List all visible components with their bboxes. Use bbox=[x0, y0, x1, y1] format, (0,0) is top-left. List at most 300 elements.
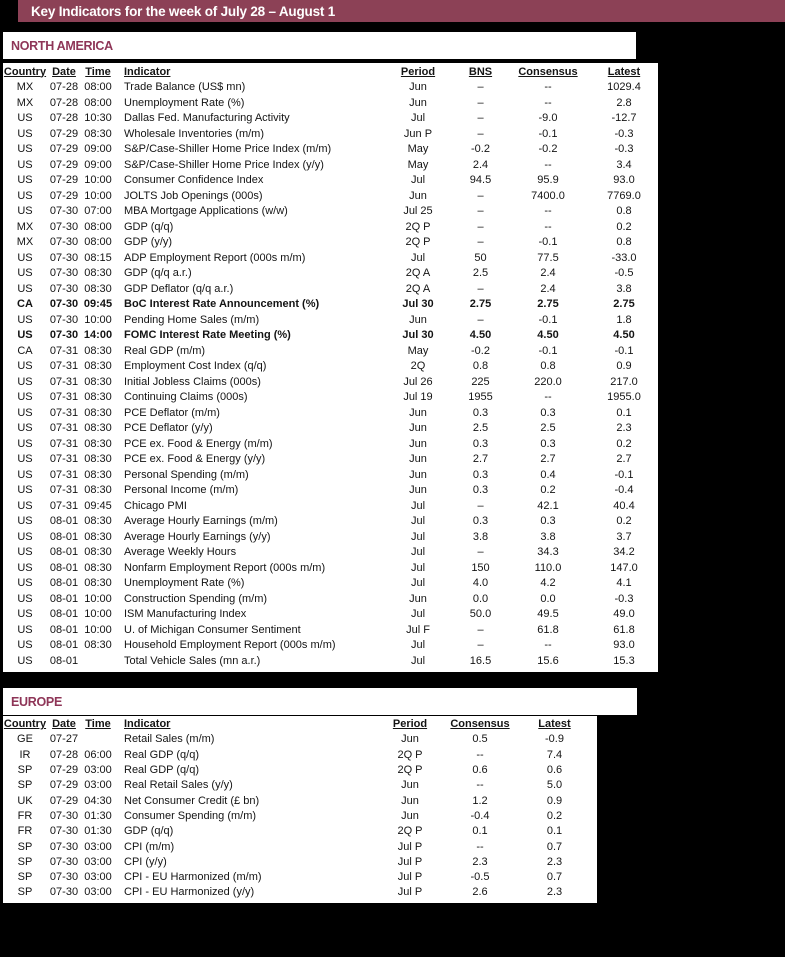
cell-latest: 0.2 bbox=[616, 516, 632, 528]
cell-latest: -0.5 bbox=[614, 268, 634, 280]
table-row bbox=[3, 344, 658, 360]
cell-date: 07-30 bbox=[49, 206, 79, 218]
cell-bns: 2.5 bbox=[472, 268, 489, 280]
report-title: Key Indicators for the week of July 28 – August 1 bbox=[31, 3, 336, 19]
table-row bbox=[3, 173, 658, 189]
cell-indicator: Real GDP (q/q) bbox=[124, 749, 199, 761]
cell-period: Jun bbox=[409, 485, 427, 497]
cell-consensus: -- bbox=[544, 82, 552, 94]
cell-time: 09:00 bbox=[84, 144, 112, 156]
cell-latest: 1029.4 bbox=[607, 82, 641, 94]
cell-bns: – bbox=[477, 82, 484, 94]
cell-consensus: 1.2 bbox=[472, 795, 488, 807]
table-row bbox=[3, 158, 658, 174]
cell-consensus: 0.5 bbox=[472, 734, 488, 746]
cell-time: 10:00 bbox=[84, 175, 112, 187]
cell-country: US bbox=[17, 252, 33, 264]
cell-country: US bbox=[17, 500, 33, 512]
cell-indicator: Initial Jobless Claims (000s) bbox=[124, 376, 261, 388]
cell-period: Jun bbox=[409, 82, 427, 94]
cell-bns: – bbox=[477, 640, 484, 652]
cell-time: 08:30 bbox=[84, 283, 112, 295]
table-row bbox=[3, 468, 658, 484]
cell-consensus: -0.1 bbox=[538, 314, 558, 326]
cell-time: 08:00 bbox=[84, 237, 112, 249]
cell-country: US bbox=[17, 547, 33, 559]
table-row bbox=[3, 576, 658, 592]
cell-date: 07-27 bbox=[49, 734, 79, 746]
table-row bbox=[3, 855, 597, 870]
table-row bbox=[3, 359, 658, 375]
cell-consensus: 2.75 bbox=[537, 299, 559, 311]
cell-period: Jun bbox=[409, 97, 427, 109]
cell-latest: 0.9 bbox=[546, 795, 563, 807]
table-row bbox=[3, 452, 658, 468]
cell-date: 07-31 bbox=[49, 361, 79, 373]
cell-date: 07-31 bbox=[49, 469, 79, 481]
table-row bbox=[3, 748, 597, 763]
cell-consensus: 7400.0 bbox=[531, 190, 565, 202]
cell-consensus: -- bbox=[476, 780, 484, 792]
cell-period: Jun bbox=[401, 810, 419, 822]
cell-latest: 2.3 bbox=[546, 856, 563, 868]
cell-period: Jul bbox=[410, 547, 426, 559]
cell-consensus: -0.1 bbox=[538, 128, 558, 140]
cell-time: 07:00 bbox=[84, 206, 112, 218]
cell-consensus: 2.7 bbox=[540, 454, 556, 466]
cell-latest: 93.0 bbox=[613, 640, 635, 652]
cell-date: 07-28 bbox=[49, 82, 79, 94]
cell-country: US bbox=[17, 113, 33, 125]
cell-consensus: 2.3 bbox=[472, 856, 488, 868]
cell-period: Jul P bbox=[397, 887, 423, 899]
cell-date: 08-01 bbox=[49, 562, 79, 574]
cell-country: MX bbox=[16, 97, 34, 109]
cell-bns: 4.50 bbox=[469, 330, 492, 342]
table-row bbox=[3, 421, 658, 437]
cell-indicator: Employment Cost Index (q/q) bbox=[124, 361, 267, 373]
cell-date: 07-31 bbox=[49, 392, 79, 404]
cell-indicator: Personal Income (m/m) bbox=[124, 485, 239, 497]
table-row bbox=[3, 870, 597, 885]
cell-date: 07-30 bbox=[49, 314, 79, 326]
cell-period: Jun bbox=[401, 734, 419, 746]
cell-latest: -33.0 bbox=[611, 252, 637, 264]
cell-period: Jul bbox=[410, 252, 426, 264]
cell-consensus: -0.1 bbox=[538, 237, 558, 249]
table-row bbox=[3, 96, 658, 112]
cell-date: 07-31 bbox=[49, 454, 79, 466]
table-row bbox=[3, 282, 658, 298]
table-row bbox=[3, 839, 597, 854]
cell-country: US bbox=[17, 562, 33, 574]
cell-time: 08:00 bbox=[84, 221, 112, 233]
cell-country: CA bbox=[17, 345, 33, 357]
cell-indicator: Unemployment Rate (%) bbox=[124, 97, 245, 109]
cell-indicator: Pending Home Sales (m/m) bbox=[124, 314, 260, 326]
column-header-latest: Latest bbox=[607, 66, 641, 78]
cell-time: 08:30 bbox=[84, 562, 112, 574]
cell-date: 07-29 bbox=[49, 190, 79, 202]
cell-latest: -0.3 bbox=[614, 128, 634, 140]
cell-country: US bbox=[17, 609, 33, 621]
cell-period: Jul 30 bbox=[402, 330, 434, 342]
cell-bns: 2.5 bbox=[472, 423, 489, 435]
cell-indicator: CPI - EU Harmonized (y/y) bbox=[124, 887, 255, 899]
cell-date: 07-31 bbox=[49, 438, 79, 450]
cell-consensus: 0.3 bbox=[540, 516, 556, 528]
cell-indicator: GDP (q/q) bbox=[124, 826, 174, 838]
cell-time: 03:00 bbox=[84, 872, 112, 884]
cell-period: Jul 26 bbox=[403, 376, 433, 388]
cell-period: 2Q P bbox=[405, 237, 431, 249]
cell-country: FR bbox=[17, 826, 33, 838]
cell-consensus: 2.5 bbox=[540, 423, 556, 435]
cell-date: 07-29 bbox=[49, 765, 79, 777]
cell-period: Jul bbox=[410, 578, 426, 590]
cell-time: 09:00 bbox=[84, 159, 112, 171]
cell-date: 07-29 bbox=[49, 795, 79, 807]
cell-consensus: 77.5 bbox=[537, 252, 559, 264]
cell-bns: – bbox=[477, 314, 484, 326]
table-row bbox=[3, 220, 658, 236]
table-row bbox=[3, 638, 658, 654]
cell-bns: 0.3 bbox=[472, 438, 489, 450]
cell-date: 07-30 bbox=[49, 826, 79, 838]
cell-time: 10:00 bbox=[84, 190, 112, 202]
section-header-europe bbox=[3, 688, 637, 715]
cell-period: 2Q P bbox=[397, 765, 423, 777]
cell-latest: -0.1 bbox=[614, 469, 634, 481]
cell-date: 07-30 bbox=[49, 872, 79, 884]
cell-bns: 2.4 bbox=[472, 159, 489, 171]
cell-time: 08:30 bbox=[84, 454, 112, 466]
cell-bns: 0.3 bbox=[472, 485, 489, 497]
cell-indicator: ISM Manufacturing Index bbox=[124, 609, 247, 621]
cell-indicator: Net Consumer Credit (£ bn) bbox=[124, 795, 260, 807]
cell-country: SP bbox=[17, 872, 33, 884]
cell-bns: – bbox=[477, 624, 484, 636]
cell-consensus: 0.1 bbox=[472, 826, 488, 838]
cell-time: 08:00 bbox=[84, 97, 112, 109]
cell-time: 03:00 bbox=[84, 887, 112, 899]
cell-indicator: Real Retail Sales (y/y) bbox=[124, 780, 233, 792]
cell-indicator: CPI - EU Harmonized (m/m) bbox=[124, 872, 262, 884]
cell-indicator: PCE ex. Food & Energy (y/y) bbox=[124, 454, 266, 466]
cell-country: SP bbox=[17, 765, 33, 777]
cell-bns: – bbox=[477, 237, 484, 249]
cell-consensus: -- bbox=[544, 206, 552, 218]
cell-time: 08:30 bbox=[84, 392, 112, 404]
cell-date: 07-29 bbox=[49, 128, 79, 140]
cell-date: 07-31 bbox=[49, 485, 79, 497]
cell-consensus: 0.3 bbox=[540, 438, 556, 450]
cell-latest: 2.8 bbox=[616, 97, 632, 109]
cell-date: 08-01 bbox=[49, 531, 79, 543]
cell-date: 07-28 bbox=[49, 749, 79, 761]
table-row bbox=[3, 235, 658, 251]
cell-period: Jul bbox=[410, 113, 426, 125]
cell-time: 08:30 bbox=[84, 469, 112, 481]
cell-period: Jun bbox=[409, 190, 427, 202]
table-row bbox=[3, 809, 597, 824]
cell-time: 08:30 bbox=[84, 438, 112, 450]
cell-date: 07-31 bbox=[49, 376, 79, 388]
table-row bbox=[3, 514, 658, 530]
cell-consensus: -- bbox=[544, 159, 552, 171]
cell-period: Jul bbox=[410, 562, 426, 574]
table-row bbox=[3, 607, 658, 623]
table-row bbox=[3, 483, 658, 499]
cell-time: 08:30 bbox=[84, 485, 112, 497]
cell-bns: 50 bbox=[474, 252, 487, 264]
cell-date: 08-01 bbox=[49, 516, 79, 528]
cell-period: Jul 25 bbox=[403, 206, 433, 218]
cell-latest: 0.9 bbox=[616, 361, 632, 373]
cell-country: US bbox=[17, 655, 33, 667]
cell-time: 03:00 bbox=[84, 765, 112, 777]
table-row bbox=[3, 654, 658, 670]
cell-consensus: 0.0 bbox=[540, 593, 556, 605]
cell-country: UK bbox=[17, 795, 33, 807]
cell-period: Jul P bbox=[397, 841, 423, 853]
cell-period: Jun bbox=[409, 407, 427, 419]
cell-consensus: -- bbox=[544, 97, 552, 109]
cell-country: US bbox=[17, 206, 33, 218]
cell-date: 08-01 bbox=[49, 655, 79, 667]
cell-time: 08:00 bbox=[84, 82, 112, 94]
cell-date: 07-28 bbox=[49, 113, 79, 125]
cell-indicator: CPI (y/y) bbox=[124, 856, 167, 868]
cell-latest: 0.2 bbox=[546, 810, 563, 822]
cell-bns: 4.0 bbox=[472, 578, 489, 590]
cell-indicator: JOLTS Job Openings (000s) bbox=[124, 190, 263, 202]
cell-time: 08:30 bbox=[84, 578, 112, 590]
table-row bbox=[3, 824, 597, 839]
cell-date: 07-31 bbox=[49, 407, 79, 419]
cell-indicator: PCE ex. Food & Energy (m/m) bbox=[124, 438, 273, 450]
cell-date: 07-30 bbox=[49, 330, 79, 342]
cell-period: Jul bbox=[410, 531, 426, 543]
cell-date: 08-01 bbox=[49, 547, 79, 559]
cell-period: Jul bbox=[410, 500, 426, 512]
cell-bns: -0.2 bbox=[471, 144, 490, 156]
cell-consensus: 61.8 bbox=[537, 624, 559, 636]
table-row bbox=[3, 204, 658, 220]
table-row bbox=[3, 251, 658, 267]
cell-time: 10:00 bbox=[84, 609, 112, 621]
cell-date: 07-31 bbox=[49, 500, 79, 512]
cell-time: 01:30 bbox=[84, 810, 112, 822]
cell-latest: 15.3 bbox=[613, 655, 635, 667]
cell-latest: 217.0 bbox=[610, 376, 638, 388]
cell-latest: 0.7 bbox=[546, 872, 563, 884]
cell-latest: 7.4 bbox=[546, 749, 563, 761]
cell-period: Jul 30 bbox=[402, 299, 434, 311]
cell-time: 09:45 bbox=[83, 299, 113, 311]
table-row bbox=[3, 390, 658, 406]
cell-country: US bbox=[17, 407, 33, 419]
cell-date: 07-30 bbox=[49, 887, 79, 899]
cell-consensus: -0.2 bbox=[538, 144, 558, 156]
cell-time: 10:00 bbox=[84, 593, 112, 605]
cell-date: 07-28 bbox=[49, 97, 79, 109]
table-row bbox=[3, 127, 658, 143]
cell-consensus: 110.0 bbox=[534, 562, 562, 574]
cell-date: 07-30 bbox=[49, 299, 79, 311]
cell-consensus: 220.0 bbox=[534, 376, 562, 388]
column-header-period: Period bbox=[400, 66, 436, 78]
cell-time: 08:30 bbox=[84, 531, 112, 543]
cell-latest: 93.0 bbox=[613, 175, 635, 187]
cell-latest: 3.7 bbox=[616, 531, 632, 543]
cell-date: 07-31 bbox=[49, 345, 79, 357]
cell-consensus: 0.8 bbox=[540, 361, 556, 373]
cell-time: 08:15 bbox=[84, 252, 112, 264]
cell-time: 08:30 bbox=[84, 376, 112, 388]
cell-period: May bbox=[407, 144, 429, 156]
cell-period: Jun bbox=[401, 780, 419, 792]
cell-period: Jun bbox=[409, 454, 427, 466]
table-row bbox=[3, 375, 658, 391]
cell-consensus: 0.6 bbox=[472, 765, 488, 777]
table-row bbox=[3, 545, 658, 561]
cell-country: US bbox=[17, 159, 33, 171]
cell-latest: 5.0 bbox=[546, 780, 563, 792]
cell-date: 07-29 bbox=[49, 159, 79, 171]
cell-date: 07-30 bbox=[49, 283, 79, 295]
cell-date: 07-30 bbox=[49, 268, 79, 280]
cell-latest: 2.3 bbox=[546, 887, 563, 899]
column-header-country: Country bbox=[3, 66, 47, 78]
cell-latest: 0.2 bbox=[616, 438, 632, 450]
cell-bns: 0.3 bbox=[472, 516, 489, 528]
cell-country: US bbox=[17, 454, 33, 466]
cell-time: 03:00 bbox=[84, 856, 112, 868]
cell-consensus: -0.5 bbox=[470, 872, 490, 884]
cell-period: Jul P bbox=[397, 856, 423, 868]
cell-consensus: -0.4 bbox=[470, 810, 490, 822]
cell-indicator: GDP Deflator (q/q a.r.) bbox=[124, 283, 234, 295]
cell-time: 08:30 bbox=[84, 423, 112, 435]
table-row bbox=[3, 732, 597, 747]
cell-latest: 2.3 bbox=[616, 423, 632, 435]
cell-country: US bbox=[17, 469, 33, 481]
cell-country: US bbox=[17, 314, 33, 326]
cell-country: US bbox=[17, 376, 33, 388]
cell-bns: – bbox=[477, 221, 484, 233]
cell-indicator: Chicago PMI bbox=[124, 500, 187, 512]
cell-consensus: 2.4 bbox=[540, 283, 556, 295]
cell-period: Jun bbox=[409, 438, 427, 450]
cell-latest: 4.1 bbox=[616, 578, 632, 590]
cell-consensus: 0.3 bbox=[540, 407, 556, 419]
cell-bns: 2.75 bbox=[469, 299, 492, 311]
cell-indicator: GDP (q/q a.r.) bbox=[124, 268, 192, 280]
cell-period: Jul bbox=[410, 609, 426, 621]
cell-bns: 0.8 bbox=[472, 361, 489, 373]
cell-time: 08:30 bbox=[84, 345, 112, 357]
cell-date: 07-29 bbox=[49, 144, 79, 156]
table-row bbox=[3, 80, 658, 96]
cell-consensus: -0.1 bbox=[538, 345, 558, 357]
cell-latest: 0.8 bbox=[616, 237, 632, 249]
europe-table bbox=[3, 716, 597, 903]
cell-bns: – bbox=[477, 190, 484, 202]
cell-period: 2Q A bbox=[405, 268, 431, 280]
cell-indicator: Real GDP (m/m) bbox=[124, 345, 206, 357]
cell-consensus: -9.0 bbox=[538, 113, 558, 125]
cell-bns: – bbox=[477, 283, 484, 295]
cell-date: 07-30 bbox=[49, 841, 79, 853]
cell-bns: – bbox=[477, 113, 484, 125]
cell-period: 2Q bbox=[410, 361, 426, 373]
cell-latest: -0.9 bbox=[545, 734, 564, 746]
cell-time: 10:30 bbox=[84, 113, 112, 125]
cell-latest: 2.7 bbox=[616, 454, 632, 466]
cell-latest: 0.1 bbox=[616, 407, 632, 419]
cell-bns: 0.3 bbox=[472, 469, 489, 481]
cell-bns: 150 bbox=[471, 562, 490, 574]
table-row bbox=[3, 499, 658, 515]
north-america-table bbox=[3, 63, 658, 672]
report-title-bar bbox=[18, 0, 785, 22]
cell-latest: -0.3 bbox=[614, 144, 634, 156]
cell-period: 2Q A bbox=[405, 283, 431, 295]
cell-country: SP bbox=[17, 841, 33, 853]
cell-indicator: Real GDP (q/q) bbox=[124, 765, 199, 777]
cell-consensus: -- bbox=[544, 640, 552, 652]
cell-bns: 1955 bbox=[468, 392, 493, 404]
cell-country: SP bbox=[17, 887, 33, 899]
column-header-date: Date bbox=[52, 66, 76, 78]
table-row bbox=[3, 793, 597, 808]
cell-date: 07-30 bbox=[49, 237, 79, 249]
cell-indicator: PCE Deflator (m/m) bbox=[124, 407, 220, 419]
cell-country: MX bbox=[16, 82, 34, 94]
table-row bbox=[3, 763, 597, 778]
cell-period: Jul P bbox=[397, 872, 423, 884]
cell-indicator: PCE Deflator (y/y) bbox=[124, 423, 213, 435]
cell-bns: -0.2 bbox=[471, 345, 490, 357]
cell-country: FR bbox=[17, 810, 33, 822]
cell-time: 08:30 bbox=[84, 361, 112, 373]
cell-country: US bbox=[17, 438, 33, 450]
table-row bbox=[3, 592, 658, 608]
table-row bbox=[3, 142, 658, 158]
table-row bbox=[3, 778, 597, 793]
table-row bbox=[3, 297, 658, 313]
cell-period: Jul bbox=[410, 175, 426, 187]
cell-latest: 7769.0 bbox=[607, 190, 641, 202]
column-header-country: Country bbox=[3, 719, 47, 731]
cell-country: MX bbox=[16, 221, 34, 233]
cell-period: Jul bbox=[410, 640, 426, 652]
table-header-row bbox=[3, 64, 658, 80]
cell-country: US bbox=[17, 640, 33, 652]
cell-time: 08:30 bbox=[84, 268, 112, 280]
section-heading-label: NORTH AMERICA bbox=[11, 38, 113, 53]
cell-indicator: MBA Mortgage Applications (w/w) bbox=[124, 206, 288, 218]
cell-latest: 1955.0 bbox=[607, 392, 641, 404]
table-row bbox=[3, 530, 658, 546]
cell-country: US bbox=[17, 190, 33, 202]
cell-country: US bbox=[17, 578, 33, 590]
cell-indicator: Average Weekly Hours bbox=[124, 547, 237, 559]
cell-period: Jul F bbox=[406, 624, 430, 636]
cell-consensus: 0.4 bbox=[540, 469, 556, 481]
cell-indicator: Total Vehicle Sales (mn a.r.) bbox=[124, 655, 261, 667]
